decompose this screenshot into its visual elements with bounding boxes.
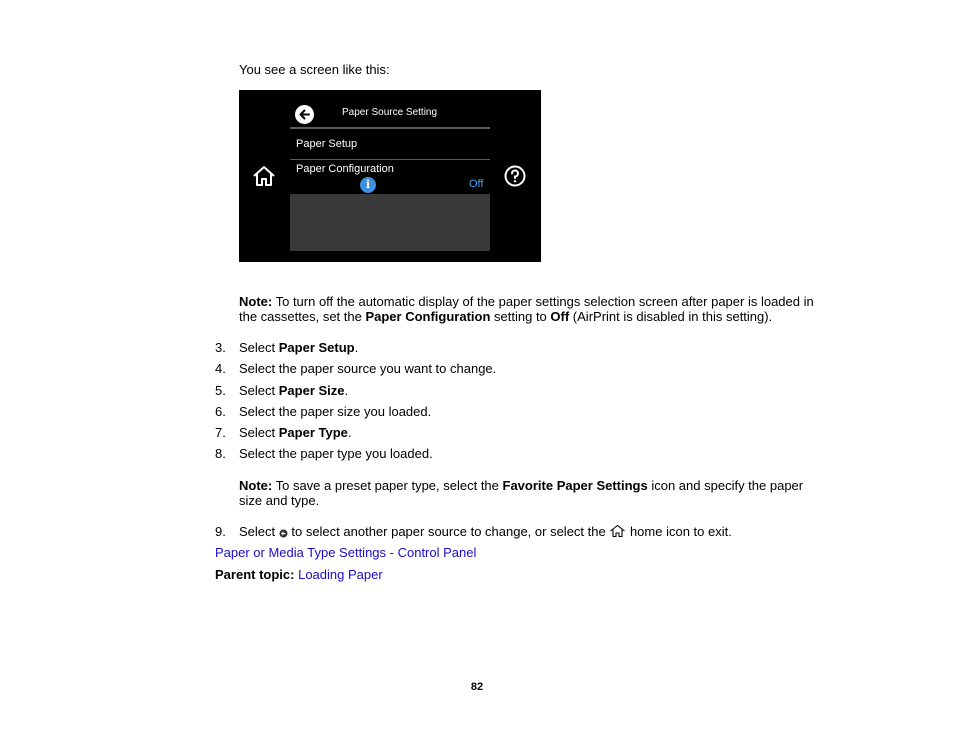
step-6: 6. Select the paper size you loaded. (215, 404, 432, 419)
menu-item-paper-configuration[interactable]: Paper Configuration (296, 163, 394, 175)
parent-topic (215, 567, 383, 582)
printer-screen-image (239, 90, 541, 262)
step-3: 3. Select Paper Setup. (215, 340, 359, 355)
link-separator: - (386, 545, 398, 560)
help-icon[interactable] (504, 165, 526, 187)
step-7: 7. Select Paper Type. (215, 425, 352, 440)
step-8: 8. Select the paper type you loaded. (215, 446, 433, 461)
back-arrow-icon (298, 108, 311, 121)
step-9: 9. Select to select another paper source to change, or select the home icon to exit. (215, 524, 732, 539)
home-icon (609, 524, 626, 538)
parent-topic-label: Parent topic: (215, 567, 295, 582)
back-circle-icon (279, 529, 288, 538)
screen-title: Paper Source Setting (342, 107, 438, 118)
empty-panel (290, 194, 490, 251)
info-icon[interactable]: i (360, 177, 376, 193)
divider (290, 159, 490, 160)
divider (290, 127, 490, 129)
page-number: 82 (470, 681, 484, 693)
paper-configuration-value: Off (469, 178, 484, 190)
note-favorite-paper-settings: Note: To save a preset paper type, select the Favorite Paper Settings icon and specify the paper size and type. (239, 478, 804, 508)
back-button[interactable] (295, 105, 314, 124)
intro-text: You see a screen like this: (239, 62, 390, 77)
link-control-panel[interactable]: Control Panel (397, 545, 477, 560)
menu-item-paper-setup[interactable]: Paper Setup (296, 138, 358, 150)
link-paper-media-type-settings[interactable]: Paper or Media Type Settings (215, 545, 387, 560)
step-4: 4. Select the paper source you want to change. (215, 361, 497, 376)
note-paper-configuration: Note: To turn off the automatic display of the paper settings selection screen after paper is loaded in the cassettes, set the Paper Configuration setting to Off (AirPrint is disabled in this setting). (239, 294, 814, 324)
link-loading-paper[interactable]: Loading Paper (298, 567, 383, 582)
related-links (215, 545, 476, 560)
step-5: 5. Select Paper Size. (215, 383, 349, 398)
home-icon[interactable] (251, 164, 277, 188)
